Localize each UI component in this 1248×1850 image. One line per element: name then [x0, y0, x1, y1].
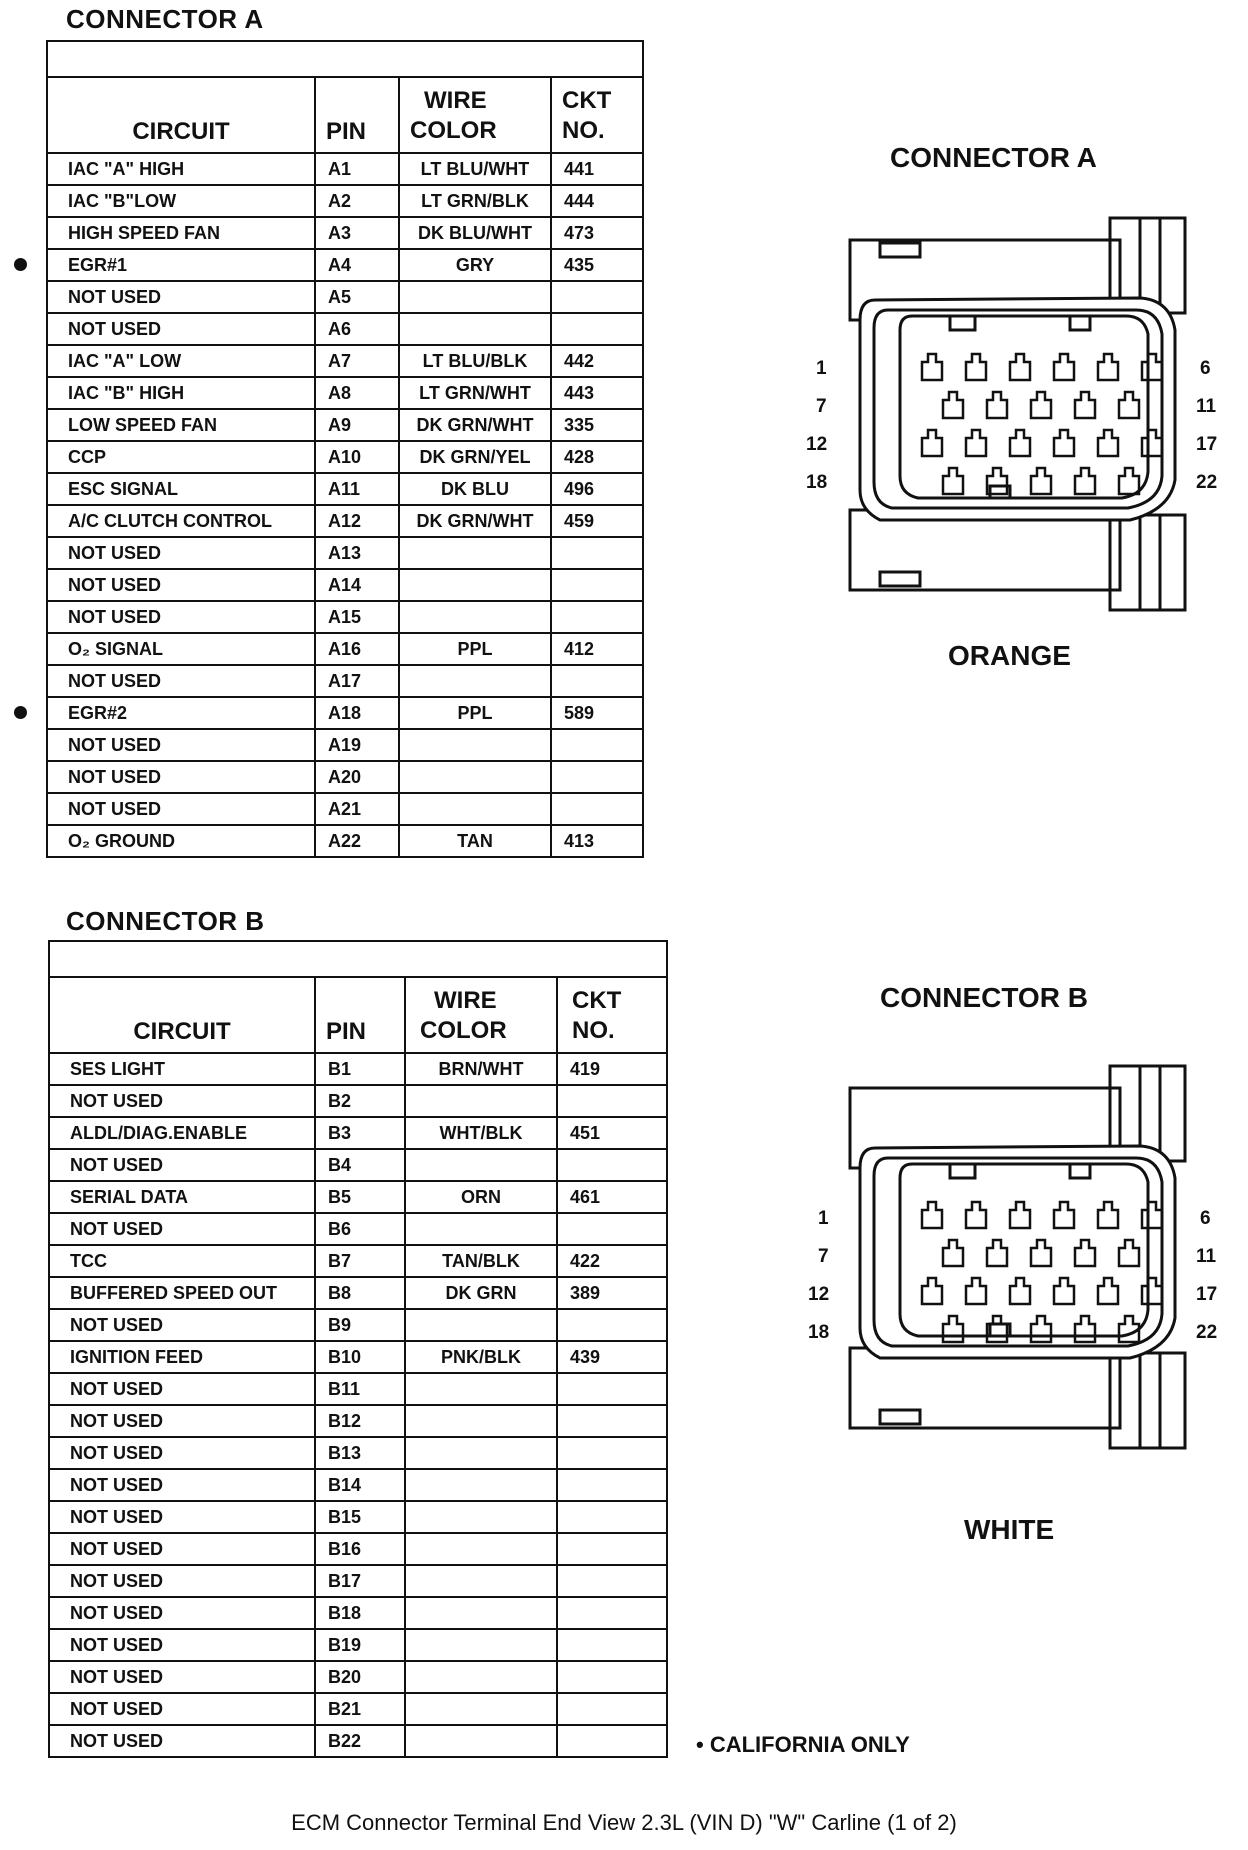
wire-color-cell: TAN — [399, 825, 551, 857]
ckt-number-cell: 459 — [551, 505, 643, 537]
wire-color-cell — [405, 1149, 557, 1181]
wire-color-cell — [399, 601, 551, 633]
table-row — [49, 1597, 667, 1629]
pin-cell: A8 — [315, 377, 399, 409]
ckt-number-cell: 451 — [557, 1117, 667, 1149]
wire-color-cell: ORN — [405, 1181, 557, 1213]
pin-cell: A5 — [315, 281, 399, 313]
wire-color-cell — [399, 729, 551, 761]
circuit-cell: NOT USED — [49, 1213, 315, 1245]
ckt-number-cell — [557, 1693, 667, 1725]
circuit-cell: NOT USED — [47, 537, 315, 569]
circuit-cell: HIGH SPEED FAN — [47, 217, 315, 249]
connector-housing — [850, 218, 1185, 610]
table-row — [49, 1693, 667, 1725]
wire-color-cell: DK GRN/WHT — [399, 505, 551, 537]
circuit-cell: NOT USED — [49, 1437, 315, 1469]
ckt-number-cell — [557, 1501, 667, 1533]
pin-cell: A11 — [315, 473, 399, 505]
circuit-cell: SES LIGHT — [49, 1053, 315, 1085]
circuit-cell: IAC "B"LOW — [47, 185, 315, 217]
table-blank-header — [49, 941, 667, 977]
table-row — [49, 1341, 667, 1373]
wire-color-header — [399, 77, 551, 153]
pin-cell: B16 — [315, 1533, 405, 1565]
circuit-cell: NOT USED — [49, 1309, 315, 1341]
pin-cell: A22 — [315, 825, 399, 857]
left-pin-number-12: 12 — [808, 1284, 830, 1305]
wire-color-cell — [399, 665, 551, 697]
table-row — [49, 1405, 667, 1437]
table-row — [47, 569, 643, 601]
pin-cell: A13 — [315, 537, 399, 569]
circuit-cell: LOW SPEED FAN — [47, 409, 315, 441]
pin-cell: B20 — [315, 1661, 405, 1693]
pin-cell: B13 — [315, 1437, 405, 1469]
wire-color-cell: BRN/WHT — [405, 1053, 557, 1085]
circuit-cell: SERIAL DATA — [49, 1181, 315, 1213]
pin-cell: A15 — [315, 601, 399, 633]
table-blank-header — [47, 41, 643, 77]
ckt-number-cell — [551, 665, 643, 697]
right-pin-number-17: 17 — [1196, 434, 1218, 455]
wire-color-cell: PPL — [399, 697, 551, 729]
ckt-number-cell: 461 — [557, 1181, 667, 1213]
circuit-cell: IAC "A" HIGH — [47, 153, 315, 185]
pin-cell: B10 — [315, 1341, 405, 1373]
pin-cell: B7 — [315, 1245, 405, 1277]
pin-cell: B17 — [315, 1565, 405, 1597]
ckt-number-cell — [557, 1437, 667, 1469]
wire-color-cell: LT BLU/WHT — [399, 153, 551, 185]
wire-color-cell — [405, 1309, 557, 1341]
table-row — [49, 1501, 667, 1533]
circuit-cell: NOT USED — [47, 313, 315, 345]
wire-color-cell — [405, 1469, 557, 1501]
table-row — [49, 1661, 667, 1693]
wire-color-cell: LT BLU/BLK — [399, 345, 551, 377]
connector-a-pin-table — [46, 40, 644, 858]
circuit-cell: IAC "A" LOW — [47, 345, 315, 377]
connector-housing — [850, 1066, 1185, 1448]
pin-cell: A16 — [315, 633, 399, 665]
circuit-cell: NOT USED — [47, 761, 315, 793]
pin-cell: B12 — [315, 1405, 405, 1437]
table-row — [49, 1117, 667, 1149]
table-row — [49, 1309, 667, 1341]
right-pin-number-11: 11 — [1196, 1246, 1217, 1267]
ckt-number-cell — [557, 1629, 667, 1661]
circuit-cell: NOT USED — [49, 1693, 315, 1725]
pin-cell: A14 — [315, 569, 399, 601]
pin-cell: A9 — [315, 409, 399, 441]
circuit-cell: ESC SIGNAL — [47, 473, 315, 505]
pin-cell: A17 — [315, 665, 399, 697]
ckt-number-cell: 435 — [551, 249, 643, 281]
pin-cell: B2 — [315, 1085, 405, 1117]
pin-cell: A18 — [315, 697, 399, 729]
wire-color-cell — [399, 281, 551, 313]
table-row — [47, 473, 643, 505]
table-row — [47, 313, 643, 345]
wire-color-cell: TAN/BLK — [405, 1245, 557, 1277]
circuit-cell: O₂ SIGNAL — [47, 633, 315, 665]
ckt-number-cell: 589 — [551, 697, 643, 729]
wire-color-cell: DK BLU/WHT — [399, 217, 551, 249]
ckt-number-cell: 419 — [557, 1053, 667, 1085]
pin-cell: B22 — [315, 1725, 405, 1757]
wire-color-cell — [399, 569, 551, 601]
ckt-number-cell: 442 — [551, 345, 643, 377]
wire-color-cell — [405, 1405, 557, 1437]
wire-color-cell — [405, 1501, 557, 1533]
circuit-cell: NOT USED — [49, 1469, 315, 1501]
pin-cell: A4 — [315, 249, 399, 281]
wire-header-line1: WIRE — [424, 87, 487, 114]
table-row — [47, 537, 643, 569]
table-row — [47, 793, 643, 825]
ckt-number-cell: 439 — [557, 1341, 667, 1373]
table-row — [47, 697, 643, 729]
ckt-number-cell — [557, 1405, 667, 1437]
table-row — [47, 153, 643, 185]
ckt-number-cell — [557, 1085, 667, 1117]
table-row — [49, 1373, 667, 1405]
circuit-cell: NOT USED — [47, 793, 315, 825]
left-pin-number-18: 18 — [808, 1322, 830, 1343]
pin-cell: A7 — [315, 345, 399, 377]
connector-b-color-label: WHITE — [964, 1514, 1055, 1545]
wire-color-cell: DK BLU — [399, 473, 551, 505]
ckt-number-cell — [551, 761, 643, 793]
pin-cell: A21 — [315, 793, 399, 825]
pin-cell: B21 — [315, 1693, 405, 1725]
circuit-cell: NOT USED — [49, 1405, 315, 1437]
connector-b-section-title: CONNECTOR B — [66, 906, 265, 936]
ckt-number-cell — [551, 793, 643, 825]
wire-color-cell: DK GRN/WHT — [399, 409, 551, 441]
pin-cell: A1 — [315, 153, 399, 185]
table-row — [49, 1725, 667, 1757]
table-row — [49, 1629, 667, 1661]
table-row — [49, 1149, 667, 1181]
ckt-number-cell — [557, 1149, 667, 1181]
right-pin-number-6: 6 — [1200, 358, 1211, 379]
circuit-cell: EGR#1 — [47, 249, 315, 281]
ckt-number-cell — [557, 1597, 667, 1629]
table-row — [47, 601, 643, 633]
circuit-cell: NOT USED — [49, 1661, 315, 1693]
wire-header-line2: COLOR — [420, 1017, 507, 1044]
table-row — [49, 1085, 667, 1117]
wire-color-cell — [405, 1693, 557, 1725]
ckt-header — [551, 77, 643, 153]
ckt-number-cell — [551, 729, 643, 761]
circuit-cell: NOT USED — [49, 1725, 315, 1757]
wire-color-cell — [405, 1437, 557, 1469]
table-row — [47, 409, 643, 441]
ckt-number-cell: 444 — [551, 185, 643, 217]
pin-cell: B19 — [315, 1629, 405, 1661]
right-pin-number-22: 22 — [1196, 472, 1218, 493]
pin-cell: B14 — [315, 1469, 405, 1501]
ckt-number-cell: 389 — [557, 1277, 667, 1309]
pin-cell: B11 — [315, 1373, 405, 1405]
right-pin-number-11: 11 — [1196, 396, 1217, 417]
table-row — [49, 1245, 667, 1277]
circuit-cell: A/C CLUTCH CONTROL — [47, 505, 315, 537]
connector-a-color-label: ORANGE — [948, 640, 1071, 671]
ckt-number-cell — [557, 1373, 667, 1405]
wire-color-cell — [405, 1533, 557, 1565]
circuit-cell: O₂ GROUND — [47, 825, 315, 857]
circuit-cell: NOT USED — [47, 281, 315, 313]
circuit-cell: NOT USED — [47, 601, 315, 633]
pin-cell: A19 — [315, 729, 399, 761]
ckt-header-line1: CKT — [562, 87, 612, 114]
left-pin-number-1: 1 — [818, 1208, 829, 1229]
wire-color-cell: GRY — [399, 249, 551, 281]
ckt-header-line2: NO. — [572, 1017, 615, 1044]
ckt-number-cell — [557, 1469, 667, 1501]
wire-color-cell: WHT/BLK — [405, 1117, 557, 1149]
ckt-number-cell — [551, 281, 643, 313]
table-row — [47, 217, 643, 249]
circuit-cell: NOT USED — [49, 1597, 315, 1629]
table-row — [47, 505, 643, 537]
pin-header: PIN — [315, 77, 399, 153]
pin-cell: B9 — [315, 1309, 405, 1341]
right-pin-number-17: 17 — [1196, 1284, 1218, 1305]
circuit-cell: NOT USED — [47, 569, 315, 601]
table-row — [49, 1277, 667, 1309]
connector-a-end-view — [840, 210, 1200, 630]
ckt-number-cell — [557, 1213, 667, 1245]
figure-caption: ECM Connector Terminal End View 2.3L (VIN D) "W" Carline (1 of 2) — [291, 1810, 957, 1835]
table-row — [47, 633, 643, 665]
table-row — [47, 729, 643, 761]
wire-color-cell — [405, 1725, 557, 1757]
pin-cell: B4 — [315, 1149, 405, 1181]
ckt-header — [557, 977, 667, 1053]
pin-cell: B1 — [315, 1053, 405, 1085]
ckt-number-cell: 473 — [551, 217, 643, 249]
table-row — [47, 345, 643, 377]
wire-color-cell — [405, 1085, 557, 1117]
table-row — [47, 665, 643, 697]
wire-color-cell — [405, 1661, 557, 1693]
ckt-number-cell: 413 — [551, 825, 643, 857]
pin-header: PIN — [315, 977, 405, 1053]
california-only-marker — [14, 706, 27, 719]
pin-cell: B18 — [315, 1597, 405, 1629]
wire-color-header — [405, 977, 557, 1053]
circuit-cell: ALDL/DIAG.ENABLE — [49, 1117, 315, 1149]
pin-cell: A10 — [315, 441, 399, 473]
connector-b-diagram-title: CONNECTOR B — [880, 982, 1088, 1013]
connector-a-diagram-title: CONNECTOR A — [890, 142, 1097, 173]
wire-color-cell — [405, 1565, 557, 1597]
wire-color-cell — [405, 1597, 557, 1629]
ckt-number-cell — [557, 1725, 667, 1757]
ckt-number-cell: 443 — [551, 377, 643, 409]
wire-color-cell — [405, 1629, 557, 1661]
connector-a-section-title: CONNECTOR A — [66, 4, 264, 34]
left-pin-number-7: 7 — [818, 1246, 829, 1267]
table-row — [49, 1469, 667, 1501]
table-row — [47, 441, 643, 473]
connector-b-end-view — [840, 1048, 1200, 1468]
wire-color-cell: LT GRN/BLK — [399, 185, 551, 217]
circuit-cell: NOT USED — [49, 1149, 315, 1181]
ckt-number-cell — [557, 1565, 667, 1597]
wire-color-cell — [399, 537, 551, 569]
circuit-cell: IGNITION FEED — [49, 1341, 315, 1373]
wire-header-line1: WIRE — [434, 987, 497, 1014]
table-row — [47, 185, 643, 217]
ckt-number-cell — [557, 1661, 667, 1693]
table-row — [49, 1437, 667, 1469]
pin-cell: A12 — [315, 505, 399, 537]
pin-cell: A20 — [315, 761, 399, 793]
ckt-number-cell: 496 — [551, 473, 643, 505]
circuit-cell: NOT USED — [49, 1085, 315, 1117]
connector-b-pin-table — [48, 940, 668, 1758]
ckt-number-cell — [551, 537, 643, 569]
table-row — [47, 281, 643, 313]
right-pin-number-22: 22 — [1196, 1322, 1218, 1343]
california-only-footnote: • CALIFORNIA ONLY — [696, 1732, 910, 1757]
ckt-number-cell: 428 — [551, 441, 643, 473]
circuit-header: CIRCUIT — [49, 977, 315, 1053]
circuit-cell: NOT USED — [47, 729, 315, 761]
pin-cell: B6 — [315, 1213, 405, 1245]
left-pin-number-18: 18 — [806, 472, 828, 493]
wire-color-cell: DK GRN/YEL — [399, 441, 551, 473]
circuit-cell: NOT USED — [49, 1629, 315, 1661]
wire-color-cell: PPL — [399, 633, 551, 665]
ckt-number-cell: 422 — [557, 1245, 667, 1277]
pin-cell: B5 — [315, 1181, 405, 1213]
table-row — [49, 1053, 667, 1085]
wire-color-cell — [399, 793, 551, 825]
circuit-cell: NOT USED — [49, 1565, 315, 1597]
pin-cell: B3 — [315, 1117, 405, 1149]
ckt-number-cell — [557, 1533, 667, 1565]
ckt-number-cell: 441 — [551, 153, 643, 185]
circuit-cell: BUFFERED SPEED OUT — [49, 1277, 315, 1309]
circuit-cell: TCC — [49, 1245, 315, 1277]
ckt-number-cell — [551, 313, 643, 345]
left-pin-number-12: 12 — [806, 434, 828, 455]
wire-color-cell: DK GRN — [405, 1277, 557, 1309]
circuit-cell: IAC "B" HIGH — [47, 377, 315, 409]
table-row — [49, 1533, 667, 1565]
left-pin-number-7: 7 — [816, 396, 827, 417]
table-row — [47, 761, 643, 793]
wire-color-cell: PNK/BLK — [405, 1341, 557, 1373]
ckt-number-cell: 412 — [551, 633, 643, 665]
table-row — [49, 1181, 667, 1213]
wire-color-cell — [405, 1373, 557, 1405]
ckt-header-line2: NO. — [562, 117, 605, 144]
ckt-number-cell — [557, 1309, 667, 1341]
ckt-header-line1: CKT — [572, 987, 622, 1014]
pin-cell: A2 — [315, 185, 399, 217]
wire-color-cell — [399, 313, 551, 345]
pin-cell: B15 — [315, 1501, 405, 1533]
circuit-cell: NOT USED — [47, 665, 315, 697]
circuit-cell: NOT USED — [49, 1501, 315, 1533]
california-only-marker — [14, 258, 27, 271]
ckt-number-cell — [551, 569, 643, 601]
ckt-number-cell — [551, 601, 643, 633]
right-pin-number-6: 6 — [1200, 1208, 1211, 1229]
wire-color-cell — [399, 761, 551, 793]
circuit-cell: NOT USED — [49, 1373, 315, 1405]
pin-cell: B8 — [315, 1277, 405, 1309]
circuit-header: CIRCUIT — [47, 77, 315, 153]
pin-cell: A6 — [315, 313, 399, 345]
table-row — [49, 1213, 667, 1245]
circuit-cell: NOT USED — [49, 1533, 315, 1565]
circuit-cell: EGR#2 — [47, 697, 315, 729]
wire-color-cell: LT GRN/WHT — [399, 377, 551, 409]
table-row — [47, 825, 643, 857]
ckt-number-cell: 335 — [551, 409, 643, 441]
table-row — [47, 377, 643, 409]
wire-header-line2: COLOR — [410, 117, 497, 144]
circuit-cell: CCP — [47, 441, 315, 473]
table-row — [47, 249, 643, 281]
left-pin-number-1: 1 — [816, 358, 827, 379]
wire-color-cell — [405, 1213, 557, 1245]
pin-cell: A3 — [315, 217, 399, 249]
table-row — [49, 1565, 667, 1597]
